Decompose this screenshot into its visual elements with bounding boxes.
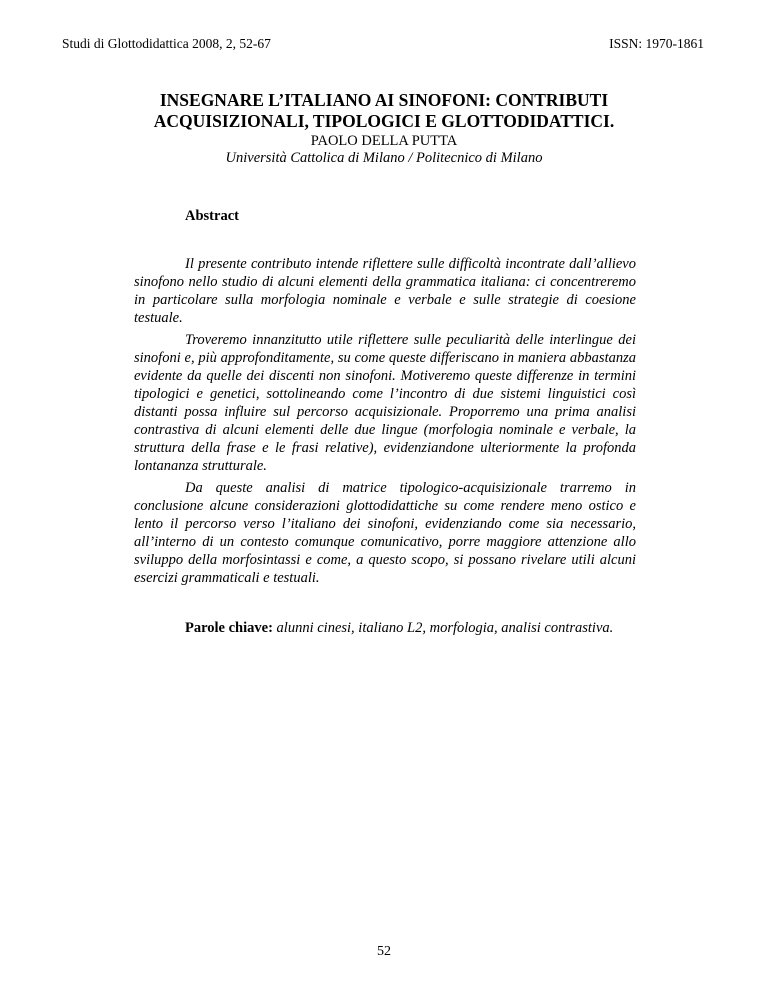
abstract-paragraph: Il presente contributo intende riflettere sulle difficoltà incontrate dall’allievo sinofono nello studio di alcuni elementi della grammatica italiana: ci concentreremo in particolare sulla morfologia nominale e verbale e sulle strategie di coesione testuale. [134, 256, 636, 326]
issn-header: ISSN: 1970-1861 [609, 36, 704, 51]
paper-title-line-2: ACQUISIZIONALI, TIPOLOGICI E GLOTTODIDATTICI. [153, 111, 615, 131]
keywords-label: Parole chiave: [185, 620, 273, 636]
abstract-paragraph: Troveremo innanzitutto utile riflettere sulle peculiarità delle interlingue dei sinofoni e, più approfonditamente, su come queste differiscano in maniera abbastanza evidente da quelle dei discenti non sinofoni. Motiveremo queste differenze in termini tipologici e genetici, sottolineando come l’incontro di due sistemi linguistici così distanti possa influire sul percorso acquisizionale. Proporremo una prima analisi contrastiva di alcuni elementi delle due lingue (morfologia nominale e verbale, la struttura della frase e le frasi relative), evidenziandone ulteriormente la profonda lontananza strutturale. [134, 332, 636, 474]
keywords [185, 620, 613, 637]
abstract-paragraph: Da queste analisi di matrice tipologico-acquisizionale trarremo in conclusione alcune considerazioni glottodidattiche su come rendere meno ostico e lento il percorso verso l’italiano dei sinofoni, evidenziando come sia necessario, all’interno di un contesto comunque comunicativo, porre maggiore attenzione allo sviluppo della morfosintassi e come, a questo scopo, si possano rivelare utili alcuni esercizi grammaticali e testuali. [134, 480, 636, 586]
keywords-values: alunni cinesi, italiano L2, morfologia, analisi contrastiva. [276, 620, 614, 636]
author-name: PAOLO DELLA PUTTA [310, 133, 458, 149]
abstract-heading: Abstract [185, 208, 239, 224]
page-number: 52 [377, 944, 391, 959]
abstract-body [134, 255, 636, 591]
paper-title-line-1: INSEGNARE L’ITALIANO AI SINOFONI: CONTRIBUTI [159, 90, 609, 110]
author-affiliation: Università Cattolica di Milano / Politecnico di Milano [225, 150, 543, 166]
paper-title [100, 90, 668, 132]
journal-header: Studi di Glottodidattica 2008, 2, 52-67 [62, 36, 271, 51]
